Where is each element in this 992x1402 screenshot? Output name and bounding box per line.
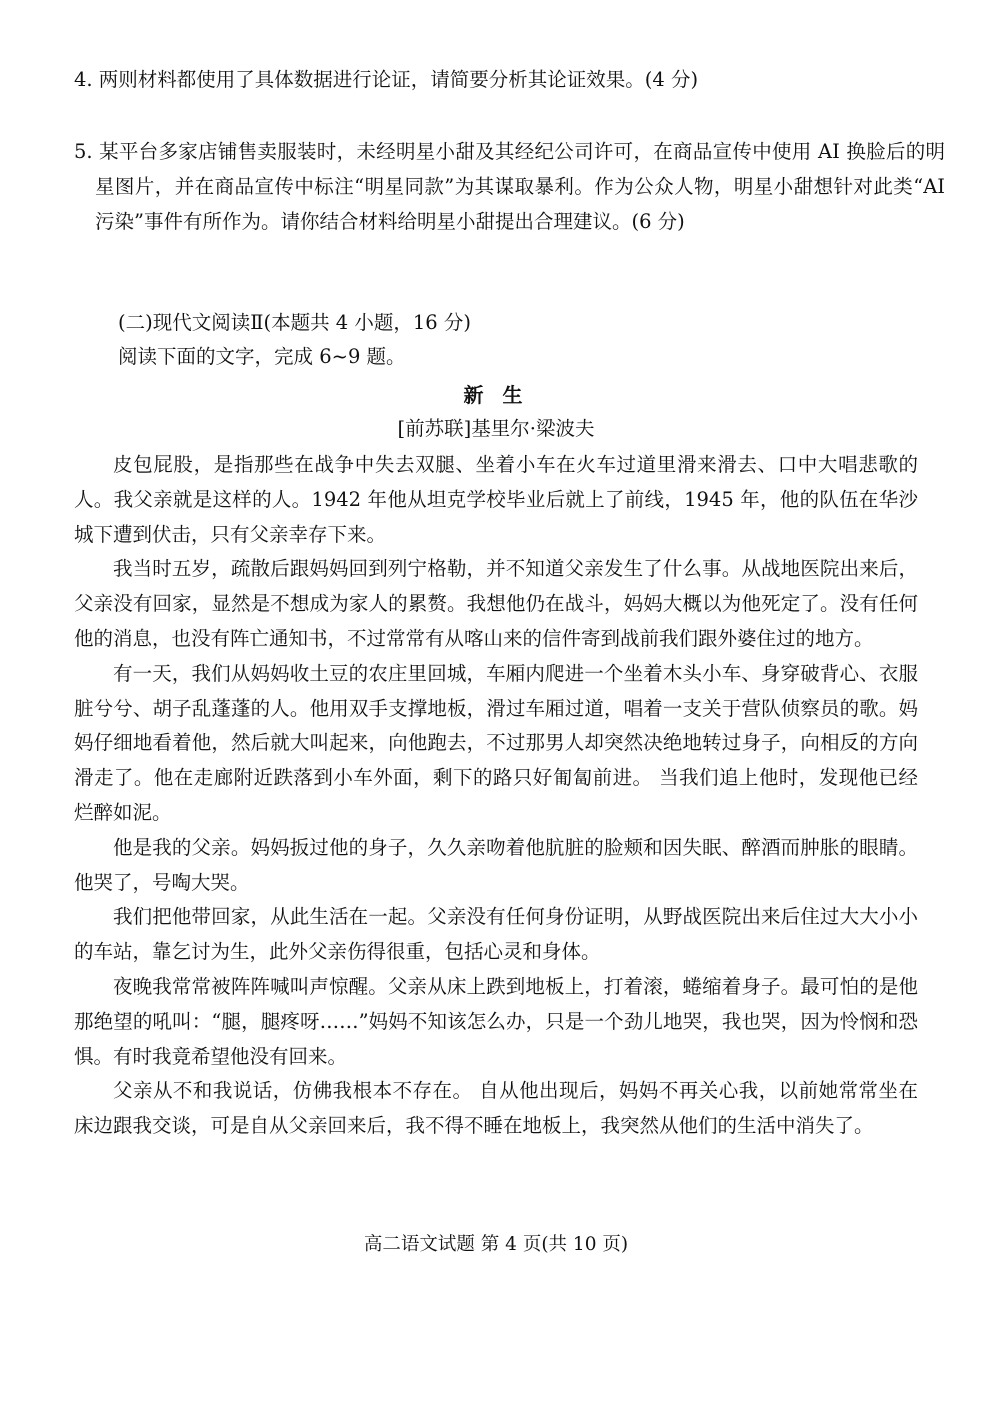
article-paragraph: 父亲从不和我说话，仿佛我根本不存在。 自从他出现后，妈妈不再关心我，以前她常常坐在床边跟我交谈，可是自从父亲回来后，我不得不睡在地板上，我突然从他们的生活中消失了。: [74, 1079, 918, 1138]
question-4: 4. 两则材料都使用了具体数据进行论证，请简要分析其论证效果。(4 分): [74, 68, 699, 91]
article-paragraph: 有一天，我们从妈妈收土豆的农庄里回城，车厢内爬进一个坐着木头小车、身穿破背心、衣服脏兮兮、胡子乱蓬蓬的人。他用双手支撑地板，滑过车厢过道，唱着一支关于营队侦察员的歌。妈妈仔细地看着他，然后就大叫起来，向他跑去，不过那男人却突然决绝地转过身子，向相反的方向滑走了。他在走廊附近跌落到小车外面，剩下的路只好匍匐前进。 当我们追上他时，发现他已经烂醉如泥。: [74, 661, 918, 824]
article-paragraph: 我们把他带回家，从此生活在一起。父亲没有任何身份证明，从野战医院出来后住过大大小小的车站，靠乞讨为生，此外父亲伤得很重，包括心灵和身体。: [74, 905, 918, 964]
article-author: [前苏联]基里尔·梁波夫: [397, 417, 595, 440]
article-paragraph: 我当时五岁，疏散后跟妈妈回到列宁格勒，并不知道父亲发生了什么事。从战地医院出来后，父亲没有回家，显然是不想成为家人的累赘。我想他仍在战斗，妈妈大概以为他死定了。没有任何他的消息，也没有阵亡通知书，不过常常有从喀山来的信件寄到战前我们跟外婆住过的地方。: [74, 557, 918, 650]
article-body: [74, 448, 918, 1144]
page-footer: 高二语文试题 第 4 页(共 10 页): [363, 1234, 629, 1255]
article-paragraph: 他是我的父亲。妈妈扳过他的身子，久久亲吻着他肮脏的脸颊和因失眠、醉酒而肿胀的眼睛。他哭了，号啕大哭。: [74, 835, 918, 894]
section-heading: (二)现代文阅读Ⅱ(本题共 4 小题，16 分): [118, 311, 471, 334]
article-paragraph: 皮包屁股，是指那些在战争中失去双腿、坐着小车在火车过道里滑来滑去、口中大唱悲歌的人。我父亲就是这样的人。1942 年他从坦克学校毕业后就上了前线，1945 年，他的队伍在华沙城下遭到伏击，只有父亲幸存下来。: [74, 453, 918, 546]
section-instruction: 阅读下面的文字，完成 6~9 题。: [118, 345, 406, 368]
article-paragraph: 夜晚我常常被阵阵喊叫声惊醒。父亲从床上跌到地板上，打着滚，蜷缩着身子。最可怕的是他那绝望的吼叫：“腿，腿疼呀……”妈妈不知该怎么办，只是一个劲儿地哭，我也哭，因为怜悯和恐惧。有时我竟希望他没有回来。: [74, 974, 918, 1068]
question-5: 5. 某平台多家店铺售卖服装时，未经明星小甜及其经纪公司许可，在商品宣传中使用 AI 换脸后的明星图片，并在商品宣传中标注“明星同款”为其谋取暴利。作为公众人物，明星小甜想针对此类“AI 污染”事件有所作为。请你结合材料给明星小甜提出合理建议。(6 分): [74, 140, 945, 233]
article-title: 新 生: [463, 383, 529, 407]
